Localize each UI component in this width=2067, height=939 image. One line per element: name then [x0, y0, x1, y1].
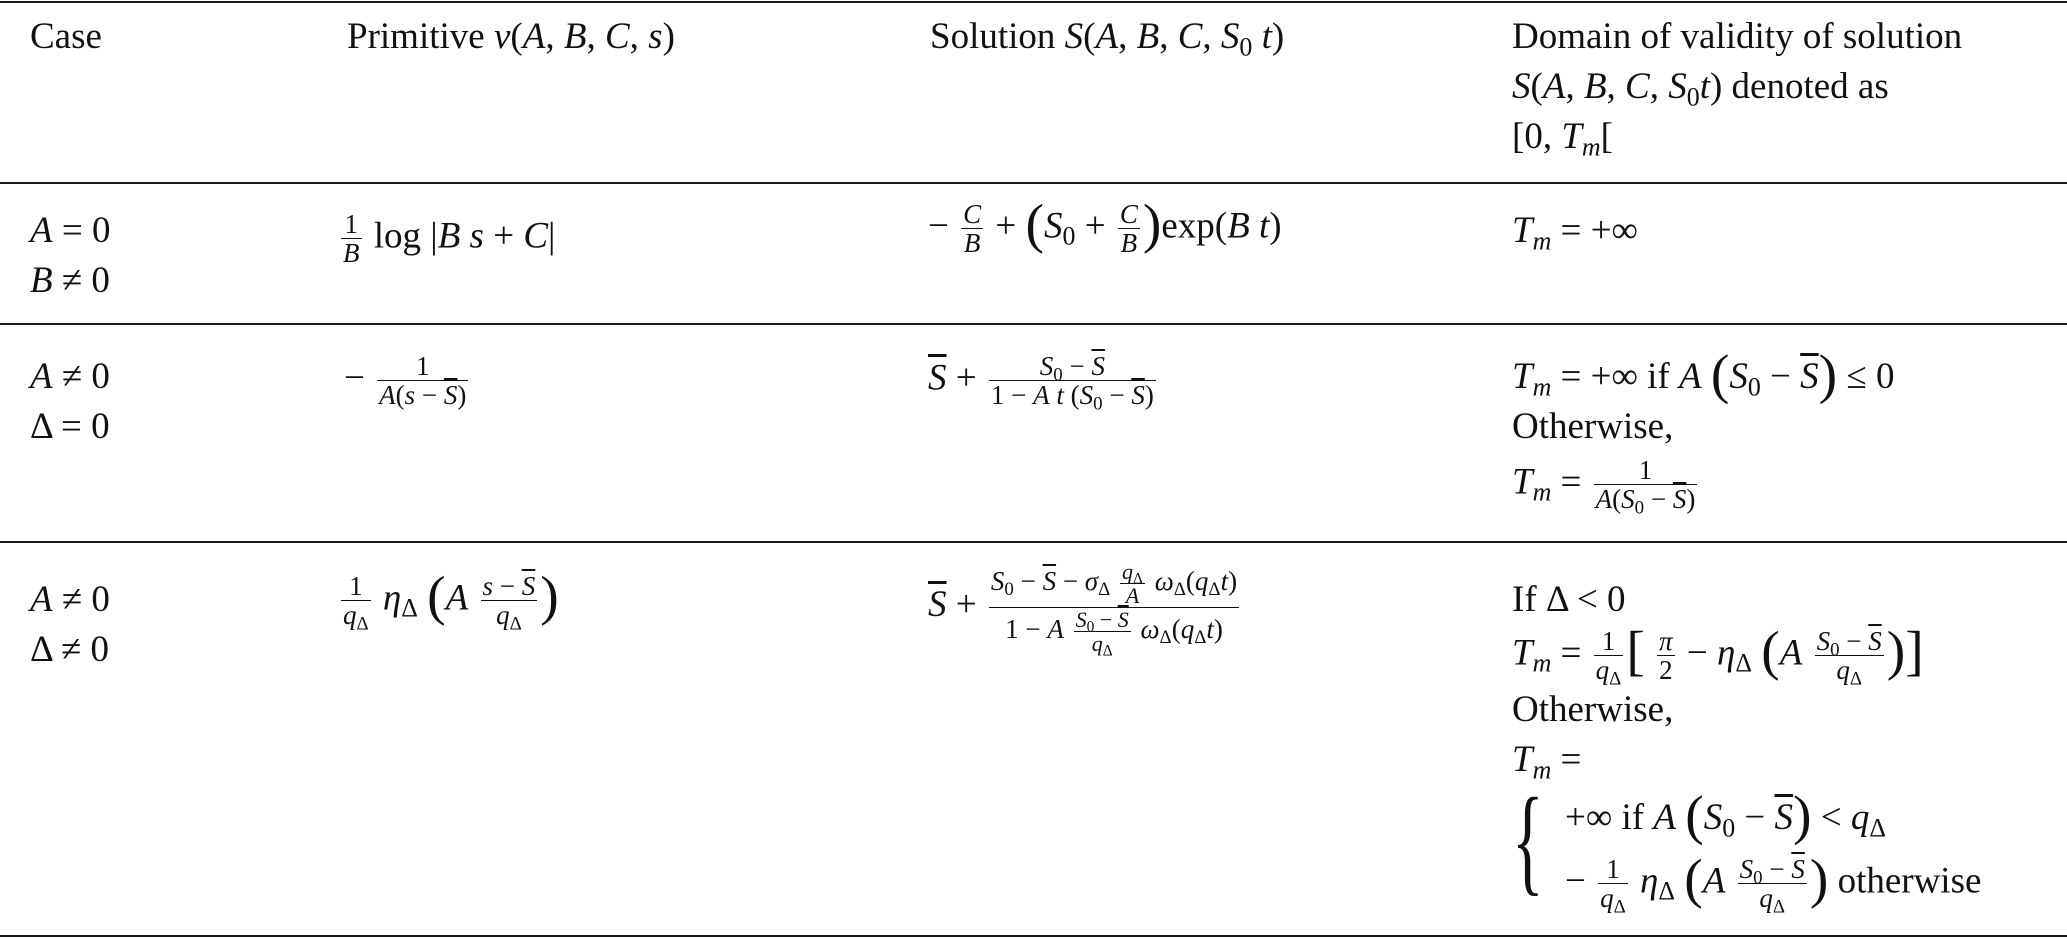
cases-brace: { [1512, 773, 1544, 906]
row1-rule [0, 323, 2067, 325]
row2-solution: $\overline{S}$ + $\frac{S_0 - \overline{S}}{1 - A t (S_0 - \overline{S})}$ [928, 351, 1154, 415]
bottom-rule [0, 935, 2067, 937]
row2-domain: $T_m$ = +∞ if A $(S_0 - \overline{S}) \le 0$ Otherwise, $T_m$ = $\frac{1}{A(S_0 - \overline{S})}$ [1512, 344, 1895, 519]
header-solution: Solution S(A, B, C, $S_0$ t) [930, 16, 1285, 62]
header-primitive: Primitive ν(A, B, C, s) [347, 16, 675, 57]
row2-rule [0, 541, 2067, 543]
row1-case: A = 0 B ≠ 0 [30, 210, 111, 301]
row1-solution: − $\frac{C}{B}$ + ($S_0$ + $\frac{C}{B}$ )exp(B t) [928, 193, 1282, 259]
row3-case: A ≠ 0 Δ ≠ 0 [30, 579, 110, 670]
header-rule [0, 182, 2067, 184]
header-domain: Domain of validity of solution S(A, B, C, $S_0t$) denoted as [0, $T_m$[ [1512, 16, 1963, 162]
row3-case-b: − $\frac{1}{q_\Delta}$ $\eta_\Delta$ (A $\frac{S_0 - \overline{S}}{q_\Delta}$ ) otherwise [1565, 848, 1982, 918]
row3-primitive: $\frac{1}{q_\Delta}$ $\eta_\Delta$ (A $\frac{s - \overline{S}}{q_\Delta}$ ) [343, 565, 559, 635]
row3-case-a: +∞ if A $(S_0 - \overline{S}) < q_\Delta$ [1565, 785, 1887, 847]
row3-solution: $\overline{S}$ + $S_0 - \overline{S} - \sigma_\Delta$ $\frac{q_\Delta}{A}$ $\omega_\Delta(q_\Delta t)$ 1 − A $\frac{S_0 - \overline{S}}{q_\Delta}$ $\omega_\Delta(q_\Delta t)$ [928, 559, 1238, 660]
header-case: Case [30, 16, 102, 57]
top-rule [0, 1, 2067, 3]
row2-case: A ≠ 0 Δ = 0 [30, 356, 110, 447]
row1-primitive: $\frac{1}{B}$ log |B s + C| [343, 209, 556, 269]
row1-domain: $T_m$ = +∞ [1512, 210, 1638, 256]
row2-primitive: − $\frac{1}{A(s - \overline{S})}$ [344, 351, 467, 411]
row3-domain: If Δ < 0 $T_m$ = $\frac{1}{q_\Delta}$ [ $\frac{\pi}{2}$ − $\eta_\Delta$ (A $\frac{S_0 - \overline{S}}{q_\Delta}$ )] Otherwise, $T_m$ = [1512, 579, 1924, 784]
